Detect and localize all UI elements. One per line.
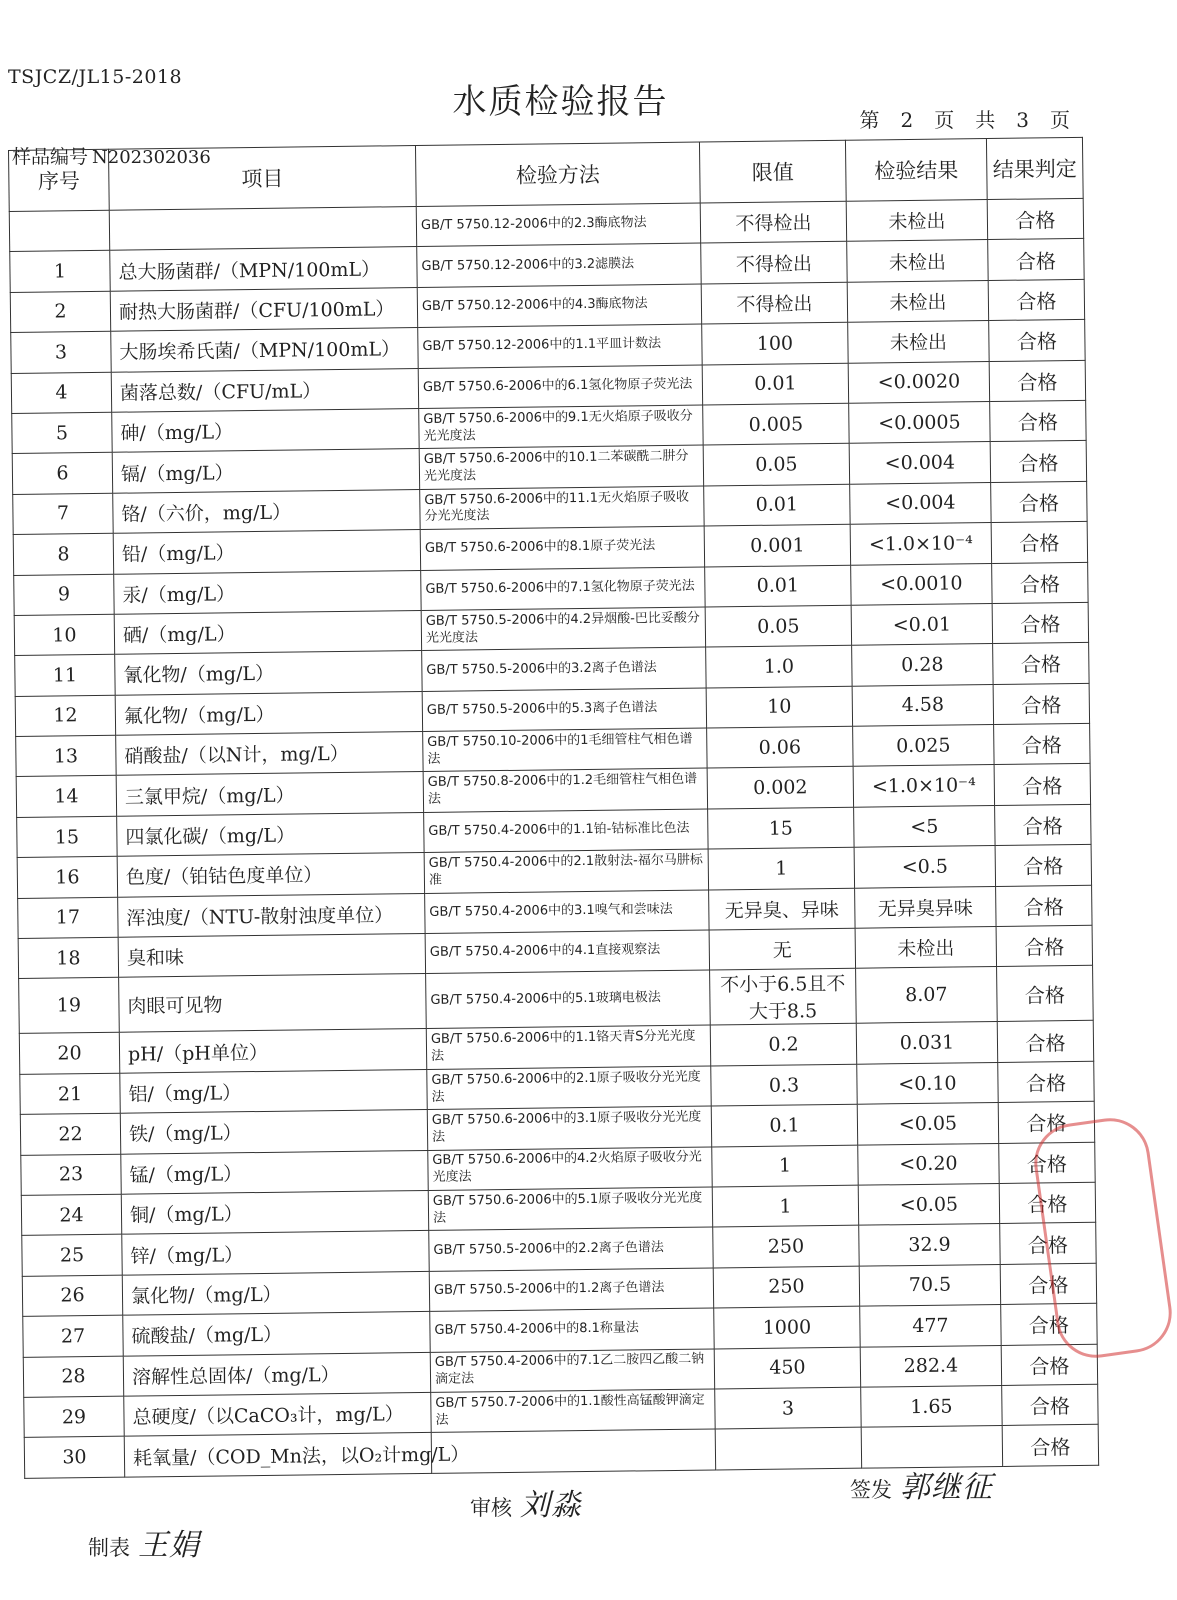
row-number: 13 [16, 735, 116, 777]
row-item: 色度/（铂钴色度单位） [117, 853, 424, 897]
row-method: GB/T 5750.6-2006中的9.1无火焰原子吸收分光光度法 [419, 405, 703, 449]
row-number: 16 [17, 856, 117, 898]
row-number: 30 [24, 1437, 124, 1479]
row-limit: 不得检出 [700, 201, 846, 243]
doc-code: TSJCZ/JL15-2018 [8, 66, 183, 88]
row-limit: 0.3 [711, 1064, 857, 1106]
row-judgement: 合格 [1000, 1223, 1096, 1265]
row-judgement: 合格 [991, 521, 1087, 563]
col-header-method: 检验方法 [415, 142, 700, 206]
sample-label: 样品编号 [12, 146, 89, 168]
row-judgement: 合格 [992, 562, 1088, 604]
row-item: 大肠埃希氏菌/（MPN/100mL） [111, 328, 418, 372]
row-limit: 无 [709, 928, 855, 970]
row-method: GB/T 5750.7-2006中的1.1酸性高锰酸钾滴定法 [431, 1389, 715, 1433]
row-result: 未检出 [847, 280, 988, 322]
col-header-no: 序号 [9, 149, 110, 211]
row-number: 14 [16, 776, 116, 818]
row-limit: 无异臭、异味 [709, 888, 855, 930]
row-judgement: 合格 [996, 925, 1092, 967]
row-item: 硫酸盐/（mg/L） [123, 1312, 430, 1356]
row-item: 铅/（mg/L） [113, 530, 420, 574]
row-result: 4.58 [852, 684, 993, 726]
row-method: GB/T 5750.12-2006中的3.2滤膜法 [417, 243, 701, 287]
row-number: 15 [17, 816, 117, 858]
row-method: GB/T 5750.6-2006中的2.1原子吸收分光光度法 [427, 1066, 711, 1110]
row-limit: 0.06 [707, 726, 853, 768]
row-item: 砷/（mg/L） [112, 408, 419, 452]
row-limit: 1 [708, 847, 854, 889]
row-method: GB/T 5750.6-2006中的5.1原子吸收分光光度法 [428, 1187, 712, 1231]
row-judgement: 合格 [997, 1021, 1093, 1063]
row-judgement: 合格 [995, 804, 1091, 846]
issue-signature: 郭继征 [900, 1470, 993, 1505]
row-judgement: 合格 [989, 360, 1085, 402]
row-result: <0.5 [854, 846, 995, 888]
row-item: 铝/（mg/L） [120, 1069, 427, 1113]
row-judgement: 合格 [1002, 1425, 1098, 1467]
row-method: GB/T 5750.12-2006中的4.3酶底物法 [417, 284, 701, 328]
row-number: 7 [13, 493, 113, 535]
row-judgement: 合格 [999, 1142, 1095, 1184]
row-judgement: 合格 [990, 400, 1086, 442]
row-result: <5 [854, 805, 995, 847]
row-item: 汞/（mg/L） [114, 570, 421, 614]
row-judgement: 合格 [987, 198, 1083, 240]
row-number: 9 [14, 574, 114, 616]
row-item: 四氯化碳/（mg/L） [117, 812, 424, 856]
row-method: GB/T 5750.4-2006中的1.1铂-钴标准比色法 [424, 809, 708, 853]
row-method: GB/T 5750.6-2006中的11.1无火焰原子吸收分光光度法 [420, 486, 704, 530]
row-result: <0.0010 [851, 563, 992, 605]
row-judgement: 合格 [989, 320, 1085, 362]
row-result: 8.07 [856, 967, 998, 1024]
row-method: GB/T 5750.10-2006中的1毛细管柱气相色谱法 [423, 728, 707, 772]
row-limit: 1000 [714, 1306, 860, 1348]
row-number: 29 [24, 1396, 124, 1438]
row-method: GB/T 5750.4-2006中的3.1嗅气和尝味法 [425, 890, 709, 934]
row-item: pH/（pH单位） [119, 1029, 426, 1073]
row-judgement: 合格 [993, 643, 1089, 685]
row-result: 0.031 [856, 1022, 997, 1064]
row-item: 氟化物/（mg/L） [115, 691, 422, 735]
page-label: 页 [1050, 108, 1071, 132]
row-limit: 不小于6.5且不大于8.5 [710, 969, 857, 1026]
row-limit: 450 [714, 1347, 860, 1389]
row-judgement: 合格 [1001, 1303, 1097, 1345]
row-method: GB/T 5750.6-2006中的6.1氢化物原子荧光法 [418, 365, 702, 409]
row-method: GB/T 5750.5-2006中的3.2离子色谱法 [422, 647, 706, 691]
row-judgement: 合格 [994, 764, 1090, 806]
row-number: 4 [11, 372, 111, 414]
row-number: 8 [13, 533, 113, 575]
row-number: 26 [22, 1275, 122, 1317]
row-judgement: 合格 [998, 1102, 1094, 1144]
row-limit: 250 [713, 1266, 859, 1308]
row-limit: 0.01 [705, 565, 851, 607]
row-result: 0.025 [853, 725, 994, 767]
row-number: 6 [12, 453, 112, 495]
row-method: GB/T 5750.6-2006中的7.1氢化物原子荧光法 [421, 567, 705, 611]
row-number [9, 210, 109, 252]
row-judgement: 合格 [1000, 1263, 1096, 1305]
row-item: 耐热大肠菌群/（CFU/100mL） [110, 287, 417, 331]
row-number: 5 [12, 412, 112, 454]
row-judgement: 合格 [999, 1182, 1095, 1224]
report-table [8, 137, 1099, 1479]
row-item: 总大肠菌群/（MPN/100mL） [110, 247, 417, 291]
review-signature: 刘淼 [520, 1488, 582, 1523]
row-judgement: 合格 [992, 602, 1088, 644]
signature-review [470, 1480, 582, 1524]
row-number: 21 [20, 1073, 120, 1115]
row-judgement: 合格 [988, 239, 1084, 281]
row-number: 3 [11, 331, 111, 373]
review-label: 审核 [470, 1496, 512, 1520]
row-limit: 0.01 [702, 363, 848, 405]
row-method: GB/T 5750.5-2006中的2.2离子色谱法 [429, 1227, 713, 1271]
row-item: 硒/（mg/L） [114, 610, 421, 654]
row-item: 镉/（mg/L） [112, 449, 419, 493]
row-number: 10 [14, 614, 114, 656]
row-number: 2 [10, 291, 110, 333]
row-item: 铜/（mg/L） [121, 1190, 428, 1234]
row-limit: 15 [708, 807, 854, 849]
sample-value: N202302036 [92, 147, 211, 168]
col-header-result: 检验结果 [845, 139, 987, 202]
row-method: GB/T 5750.5-2006中的4.2异烟酸-巴比妥酸分光光度法 [421, 607, 705, 651]
row-number: 18 [18, 937, 118, 979]
row-result: 未检出 [855, 927, 996, 969]
row-method [431, 1429, 715, 1473]
row-method: GB/T 5750.12-2006中的2.3酶底物法 [416, 203, 700, 247]
row-judgement: 合格 [991, 481, 1087, 523]
row-item: 氰化物/（mg/L） [115, 651, 422, 695]
row-method: GB/T 5750.6-2006中的10.1二苯碳酰二肼分光光度法 [419, 445, 703, 489]
row-method: GB/T 5750.6-2006中的8.1原子荧光法 [420, 526, 704, 570]
row-limit [715, 1428, 861, 1470]
row-result: 0.28 [852, 644, 993, 686]
row-result: 无异臭异味 [855, 886, 996, 928]
row-item: 菌落总数/（CFU/mL） [111, 368, 418, 412]
row-limit: 不得检出 [701, 282, 847, 324]
row-result: 70.5 [859, 1264, 1000, 1306]
table-body [9, 198, 1098, 1478]
row-limit: 100 [702, 322, 848, 364]
row-number: 11 [15, 655, 115, 697]
row-item: 臭和味 [118, 933, 425, 977]
row-number: 12 [15, 695, 115, 737]
row-item: 总硬度/（以CaCO₃计，mg/L） [124, 1392, 431, 1436]
row-number: 24 [21, 1194, 121, 1236]
row-item: 铬/（六价，mg/L） [113, 489, 420, 533]
signature-issue [850, 1462, 993, 1506]
row-judgement: 合格 [993, 683, 1089, 725]
row-method: GB/T 5750.8-2006中的1.2毛细管柱气相色谱法 [423, 768, 707, 812]
row-item: 溶解性总固体/（mg/L） [123, 1352, 430, 1396]
row-judgement: 合格 [996, 885, 1092, 927]
row-result: <0.01 [851, 603, 992, 645]
col-header-item: 项目 [108, 146, 416, 211]
row-method: GB/T 5750.6-2006中的4.2火焰原子吸收分光光度法 [428, 1147, 712, 1191]
row-number: 25 [22, 1235, 122, 1277]
row-result: 477 [860, 1305, 1001, 1347]
row-number: 28 [23, 1356, 123, 1398]
row-item: 氯化物/（mg/L） [122, 1271, 429, 1315]
row-result: 未检出 [848, 321, 989, 363]
row-result: <0.05 [857, 1103, 998, 1145]
row-result: <1.0×10⁻⁴ [850, 523, 991, 565]
row-item: 三氯甲烷/（mg/L） [116, 772, 423, 816]
row-limit: 3 [715, 1387, 861, 1429]
page-current: 2 [900, 108, 915, 132]
row-method: GB/T 5750.4-2006中的4.1直接观察法 [425, 930, 709, 974]
row-judgement: 合格 [990, 441, 1086, 483]
row-number: 27 [23, 1315, 123, 1357]
row-limit: 0.01 [704, 484, 850, 526]
row-method: GB/T 5750.6-2006中的1.1铬天青S分光光度法 [426, 1025, 710, 1069]
row-item: 锰/（mg/L） [121, 1150, 428, 1194]
row-method: GB/T 5750.4-2006中的2.1散射法-福尔马肼标准 [424, 849, 708, 893]
row-limit: 0.2 [710, 1024, 856, 1066]
row-judgement: 合格 [994, 723, 1090, 765]
row-method: GB/T 5750.5-2006中的1.2离子色谱法 [429, 1268, 713, 1312]
row-result: <1.0×10⁻⁴ [853, 765, 994, 807]
page-label: 共 [975, 108, 997, 132]
row-limit: 1 [712, 1145, 858, 1187]
row-limit: 0.005 [703, 403, 849, 445]
row-result: <0.0005 [849, 401, 990, 443]
row-result: <0.004 [850, 482, 991, 524]
row-judgement: 合格 [988, 279, 1084, 321]
row-limit: 1 [712, 1185, 858, 1227]
row-number: 23 [21, 1154, 121, 1196]
row-result: 1.65 [861, 1385, 1002, 1427]
row-result: <0.20 [858, 1143, 999, 1185]
row-method: GB/T 5750.4-2006中的5.1玻璃电极法 [426, 970, 711, 1028]
row-number: 22 [20, 1113, 120, 1155]
row-method: GB/T 5750.6-2006中的3.1原子吸收分光光度法 [427, 1106, 711, 1150]
row-number: 20 [19, 1033, 119, 1075]
row-judgement: 合格 [1002, 1384, 1098, 1426]
signature-maker [88, 1520, 200, 1564]
row-result: 32.9 [859, 1224, 1000, 1266]
row-number: 19 [19, 978, 120, 1034]
row-result: <0.0020 [848, 361, 989, 403]
row-method: GB/T 5750.4-2006中的7.1乙二胺四乙酸二钠滴定法 [430, 1349, 714, 1393]
row-result: <0.004 [849, 442, 990, 484]
row-number: 1 [10, 251, 110, 293]
row-limit: 不得检出 [701, 242, 847, 284]
maker-label: 制表 [88, 1536, 130, 1560]
row-limit: 0.05 [703, 444, 849, 486]
page-label: 页 [934, 108, 956, 132]
row-judgement: 合格 [995, 845, 1091, 887]
row-limit: 0.002 [707, 767, 853, 809]
issue-label: 签发 [850, 1478, 892, 1502]
row-item: 硝酸盐/（以N计，mg/L） [116, 732, 423, 776]
row-method: GB/T 5750.5-2006中的5.3离子色谱法 [422, 688, 706, 732]
col-header-limit: 限值 [699, 140, 846, 203]
row-limit: 10 [706, 686, 852, 728]
row-result: 未检出 [847, 240, 988, 282]
row-item [109, 207, 416, 251]
row-limit: 250 [713, 1226, 859, 1268]
col-header-judgement: 结果判定 [986, 137, 1083, 199]
row-method: GB/T 5750.4-2006中的8.1称量法 [430, 1308, 714, 1352]
row-item: 浑浊度/（NTU-散射浊度单位） [118, 893, 425, 937]
row-number: 17 [18, 897, 118, 939]
row-limit: 0.001 [704, 524, 850, 566]
maker-signature: 王娟 [138, 1528, 200, 1563]
row-judgement: 合格 [998, 1061, 1094, 1103]
row-judgement: 合格 [1001, 1344, 1097, 1386]
row-limit: 0.05 [705, 605, 851, 647]
page-total: 3 [1016, 108, 1030, 132]
row-result: 282.4 [860, 1345, 1001, 1387]
row-result: 未检出 [846, 200, 987, 242]
page-info [850, 104, 1081, 133]
row-item: 铁/（mg/L） [120, 1110, 427, 1154]
row-item: 锌/（mg/L） [122, 1231, 429, 1275]
row-result: <0.10 [857, 1062, 998, 1104]
row-item: 耗氧量/（COD_Mn法，以O₂计mg/L） [124, 1433, 431, 1477]
page-label: 第 [859, 108, 881, 132]
row-item: 肉眼可见物 [119, 974, 427, 1033]
row-limit: 0.1 [711, 1104, 857, 1146]
page-title: 水质检验报告 [452, 82, 669, 122]
row-limit: 1.0 [706, 646, 852, 688]
row-result: <0.05 [858, 1183, 999, 1225]
row-judgement: 合格 [997, 966, 1094, 1022]
row-method: GB/T 5750.12-2006中的1.1平皿计数法 [418, 324, 702, 368]
